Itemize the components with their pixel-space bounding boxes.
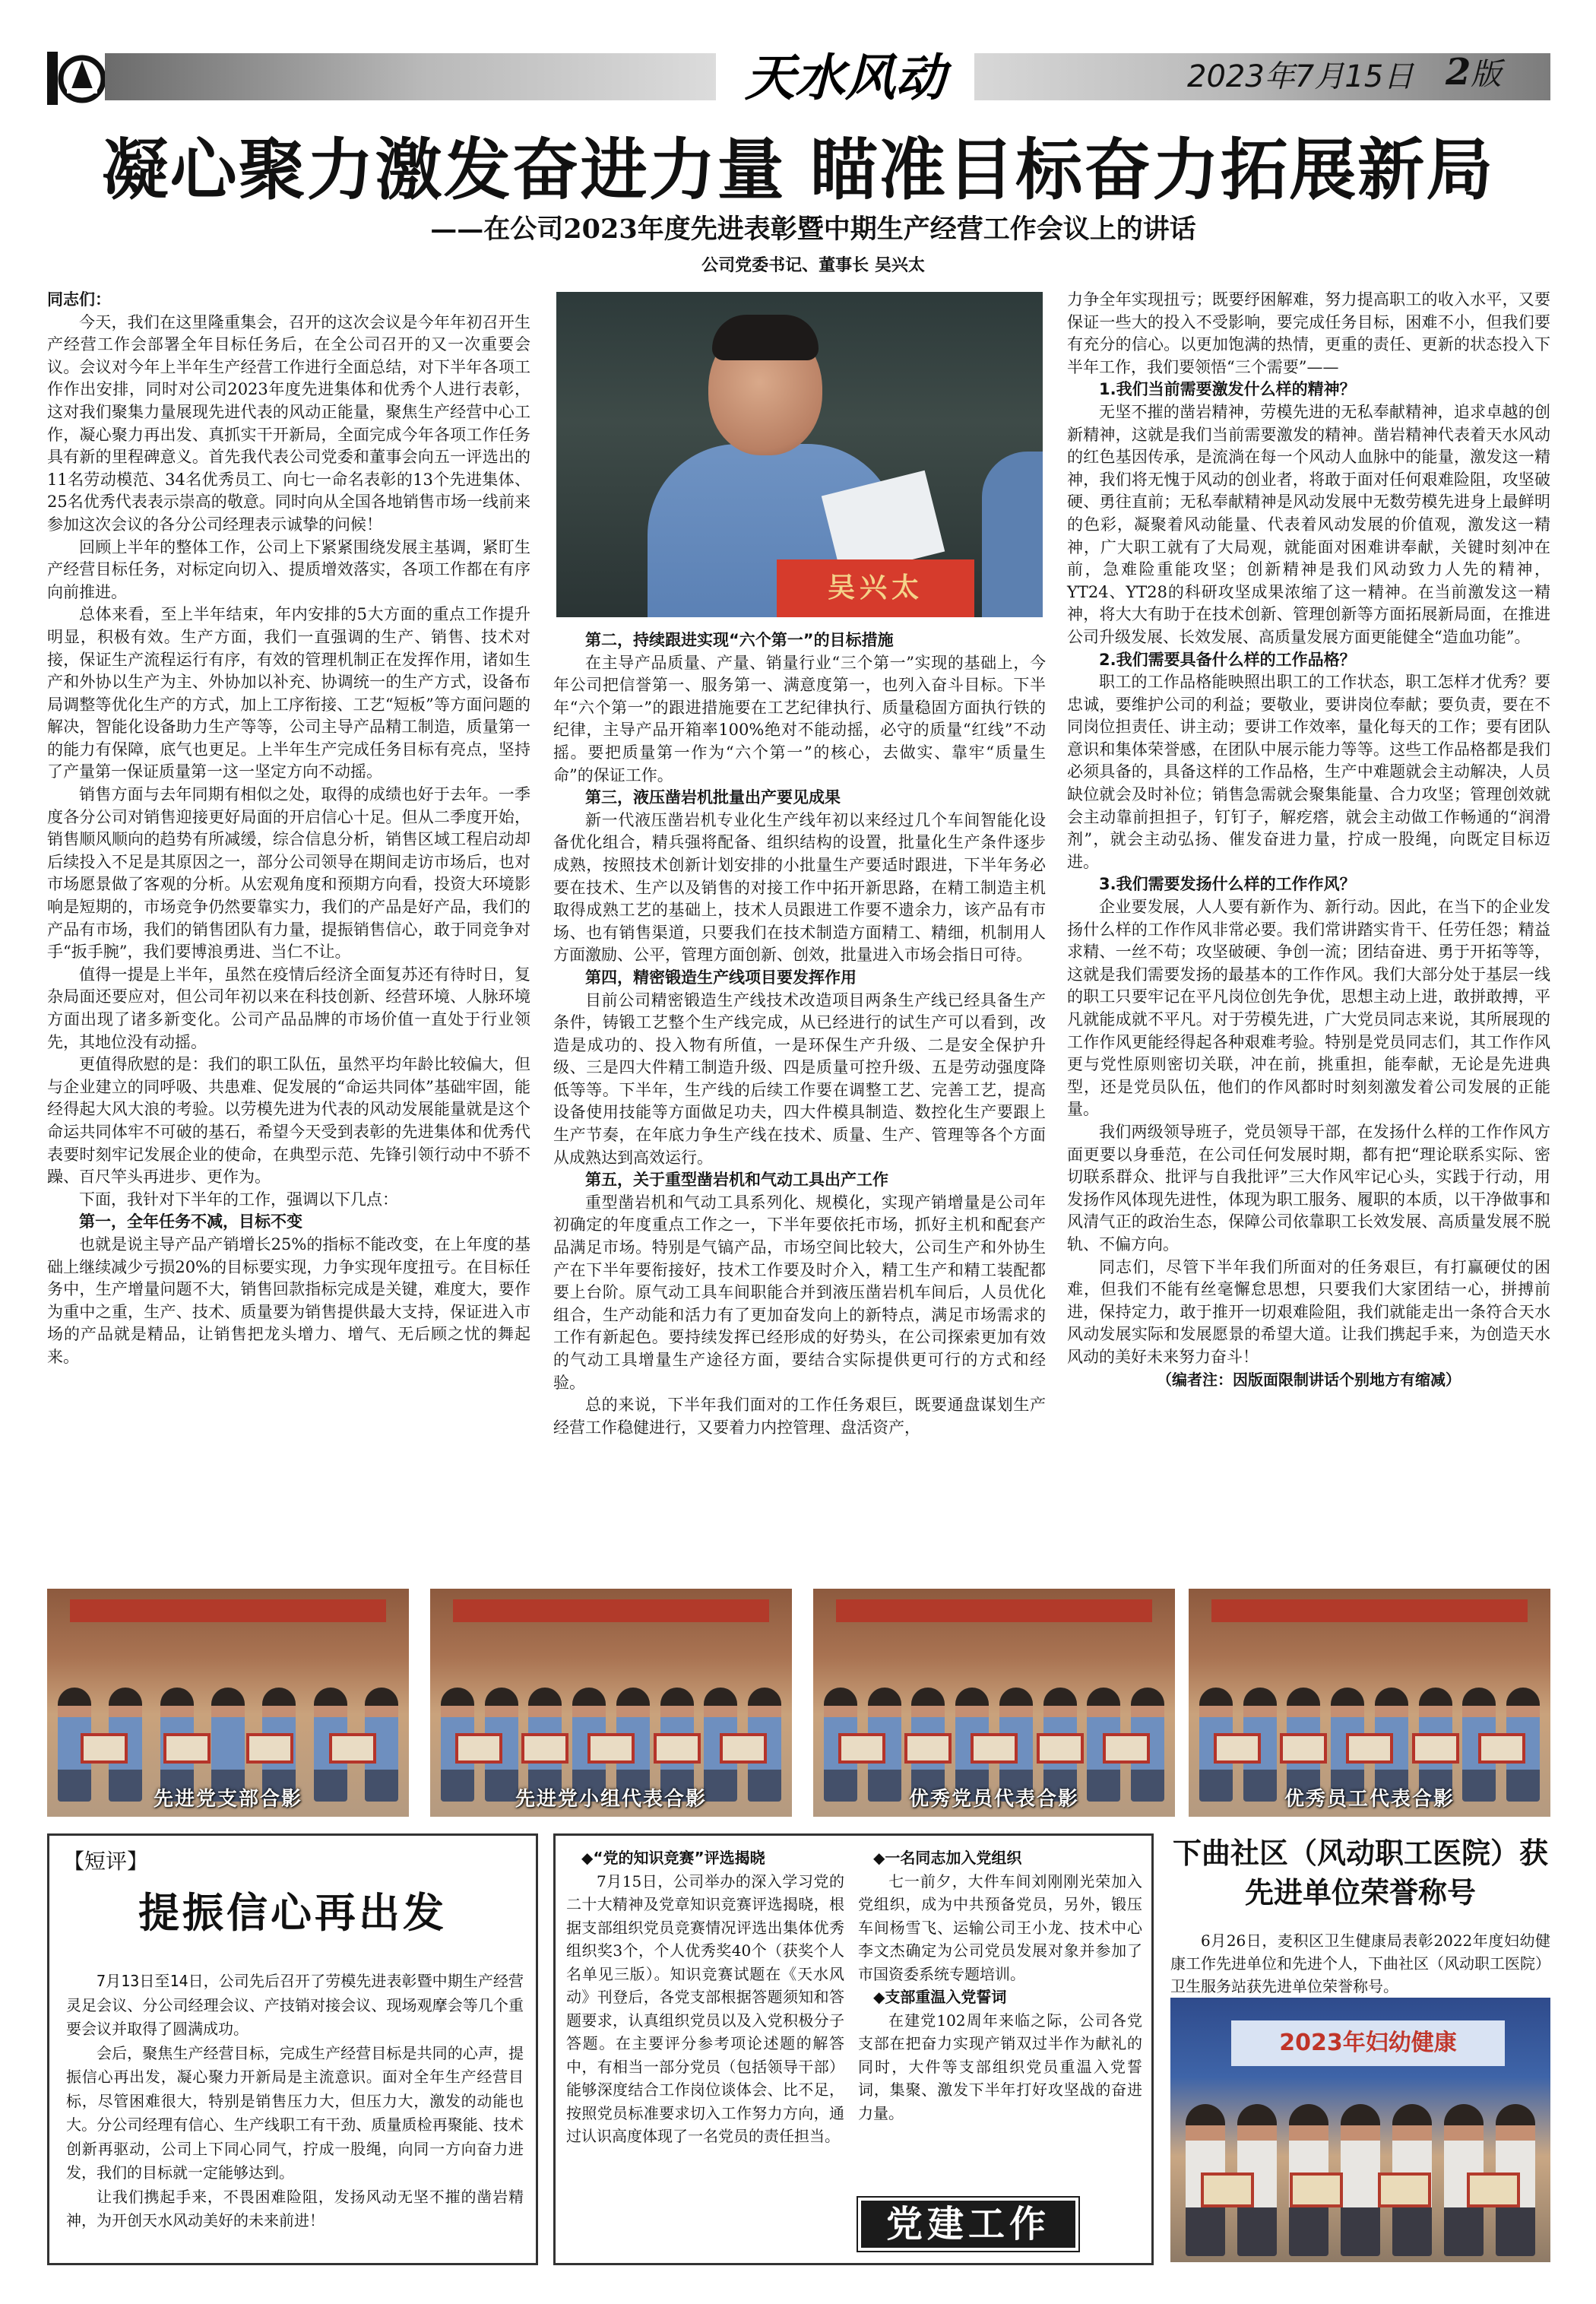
paragraph: 今天，我们在这里隆重集会，召开的这次会议是今年年初召开生产经营工作会部署全年目标任务后，在全公司召开的又一次重要会议。会议对今年上半年生产经营工作进行全面总结，对下半年各项工作作出安排，同时对公司2023年度先进集体和优秀个人进行表彰，这对我们聚集力量展现先进代表的风动正能量，聚焦生产经营中心工作，凝心聚力再出发、真抓实干开新局，全面完成今年各项工作任务具有新的里程碑意义。首先我代表公司党委和董事会向五一评选出的11名劳动模范、34名优秀员工、向七一命名表彰的13个先进集体、25名优秀代表表示崇高的敬意。同时向从全国各地销售市场一线前来参加这次会议的各分公司经理表示诚挚的问候！	[47, 312, 530, 534]
party-column-1	[566, 1846, 844, 2148]
photo-caption: 优秀党员代表合影	[908, 1788, 1079, 1811]
article-subtitle: ——在公司2023年度先进表彰暨中期生产经营工作会议上的讲话	[430, 214, 1196, 245]
newspaper-brand: 天水风动	[716, 47, 974, 108]
article-column-2	[553, 629, 1046, 1570]
news-item-text: 在建党102周年来临之际，公司各党支部在把奋力实现产销双过半作为献礼的同时，大件等支部组织党员重温入党誓词，集聚、激发下半年打好攻坚战的奋进力量。	[858, 2011, 1142, 2122]
party-building-box	[553, 1833, 1154, 2265]
short-review-box	[47, 1833, 538, 2265]
award-plaque	[1290, 2172, 1343, 2207]
paragraph: 同志们，尽管下半年我们所面对的任务艰巨，有打赢硬仗的困难，但我们不能有丝毫懈怠思想，只要我们大家团结一心，拼搏前进，保持定力，敢于推开一切艰难险阻，我们就能走出一条符合天水风动发展实际和发展愿景的希望大道。让我们携起手来，为创造天水风动的美好未来努力奋斗！	[1067, 1257, 1550, 1366]
editor-note: （编者注：因版面限制讲话个别地方有缩减）	[1157, 1370, 1461, 1389]
photo-plaques	[62, 1733, 394, 1764]
news-item-text: 7月15日，公司举办的深入学习党的二十大精神及党章知识竞赛评选揭晓，根据支部组织党员竞赛情况评选出集体优秀组织奖3个，个人优秀奖40个（获奖个人名单见三版）。知识竞赛试题在《天水风动》刊登后，各党支部根据答题须知和答题要求，认真组织党员以及入党积极分子答题。在主要评分参考项论述题的解答中，有相当一部分党员（包括领导干部）能够深度结合工作岗位谈体会、比不足，按照党员标准要求切入工作努力方向，通过认识高度体现了一名党员的责任担当。	[566, 1871, 844, 2145]
speaker-hair	[712, 315, 819, 360]
paragraph: 我们两级领导班子，党员领导干部，在发扬什么样的工作作风方面更要以身垂范，在公司任何发展时期，都有把“理论联系实际、密切联系群众、批评与自我批评”三大作风牢记心头，实践于行动，用发扬作风体现先进性，体现为职工服务、履职的本质，以干净做事和风清气正的政治生态，保障公司依靠职工长效发展、高质量发展不脱轨、不偏方向。	[1067, 1122, 1550, 1253]
award-plaque	[81, 1733, 128, 1764]
paragraph: 更值得欣慰的是：我们的职工队伍，虽然平均年龄比较偏大，但与企业建立的同呼吸、共患难、促发展的“命运共同体”基础牢固，能经得起大风大浪的考验。以劳模先进为代表的风动发展能量就是这个命运共同体牢不可破的基石，希望今天受到表彰的先进集体和优秀代表要时刻牢记发展企业的使命，在典型示范、先锋引领行动中不骄不躁、百尺竿头再进步、更作为。	[47, 1055, 530, 1187]
award-plaque	[455, 1733, 502, 1764]
news-item-title: ◆支部重温入党誓词	[873, 1988, 1007, 2006]
paragraph: 值得一提是上半年，虽然在疫情后经济全面复苏还有待时日，复杂局面还要应对，但公司年初以来在科技创新、经营环境、人脉环境方面出现了诸多新变化。公司产品品牌的市场价值一直处于行业领先，其地位没有动摇。	[47, 965, 530, 1051]
news-item-title: ◆“党的知识竞赛”评选揭晓	[581, 1849, 765, 1867]
paragraph: 也就是说主导产品产销增长25%的指标不能改变，在上年度的基础上继续减少亏损20%的目标要实现，力争实现年度扭亏。在目标任务中，生产增量问题不大，销售回款指标完成是关键，难度大，要作为重中之重，生产、技术、质量要为销售提供最大支持，保证进入市场的产品就是精品，让销售把龙头增力、增气、无后顾之忧的舞起来。	[47, 1234, 530, 1366]
party-column-2	[858, 1846, 1142, 2125]
photo-plaques	[1201, 2172, 1520, 2207]
honor-news	[1170, 1833, 1550, 2265]
photo-banner	[1211, 1599, 1528, 1622]
photo-plaques	[445, 1733, 777, 1764]
photo-plaques	[828, 1733, 1160, 1764]
review-tag: 【短评】	[63, 1849, 149, 1874]
article-byline: 公司党委书记、董事长 吴兴太	[701, 256, 925, 275]
photo-banner	[70, 1599, 386, 1622]
page-number	[1446, 49, 1501, 98]
award-plaque	[971, 1733, 1018, 1764]
award-plaque	[1378, 2172, 1431, 2207]
photo-caption: 先进党小组代表合影	[515, 1788, 707, 1811]
award-plaque	[1478, 1733, 1525, 1764]
group-photo	[47, 1589, 409, 1817]
masthead	[47, 47, 1550, 108]
paragraph: 会后，聚焦生产经营目标，完成生产经营目标是共同的心声，提振信心再出发，凝心聚力开新局是主流意识。面对全年生产经营目标，尽管困难很大，特别是销售压力大，但压力大，激发的动能也大。分公司经理有信心、生产线职工有干劲、质量质检再聚能、技术创新再驱动，公司上下同心同气，拧成一股绳，向同一方向奋力进发，我们的目标就一定能够达到。	[66, 2043, 524, 2182]
award-plaque	[1412, 1733, 1459, 1764]
award-plaque	[587, 1733, 635, 1764]
paragraph: 总的来说，下半年我们面对的工作任务艰巨，既要通盘谋划生产经营工作稳健进行，又要着力内控管理、盘活资产，	[553, 1396, 1046, 1437]
paragraph: 在主导产品质量、产量、销量行业“三个第一”实现的基础上，今年公司把信誉第一、服务第一、满意度第一，也列入奋斗目标。下半年“六个第一”的跟进措施要在工艺纪律执行、质量稳固方面执行铁的纪律，主导产品开箱率100%绝对不能动摇，必守的质量“红线”不动摇。要把质量第一作为“六个第一”的核心，去做实、靠牢“质量生命”的保证工作。	[553, 653, 1046, 784]
award-plaque	[246, 1733, 293, 1764]
award-plaque	[1280, 1733, 1327, 1764]
paragraph: 让我们携起手来，不畏困难险阻，发扬风动无坚不摧的凿岩精神，为开创天水风动美好的未来前进！	[66, 2187, 524, 2230]
paragraph: 新一代液压凿岩机专业化生产线年初以来经过几个车间智能化设备优化组合，精兵强将配备、组织结构的设置，批量化生产条件逐步成熟，按照技术创新计划安排的小批量生产要适时跟进，下半年务必要在技术、生产以及销售的对接工作中拓开新思路，在精工制造主机取得成熟工艺的基础上，技术人员跟进工作要不遗余力，该产品有市场、也有销售渠道，只要我们在技术制造方面精工、精细，机制用人方面激励、公平，管理方面创新、创效，批量进入市场会指日可待。	[553, 810, 1046, 965]
group-photo	[813, 1589, 1175, 1817]
group-photo	[1189, 1589, 1550, 1817]
section-heading: 1.我们当前需要激发什么样的精神？	[1099, 380, 1356, 399]
award-plaque	[1103, 1733, 1150, 1764]
award-plaque	[163, 1733, 211, 1764]
award-plaque	[904, 1733, 952, 1764]
photo-banner	[453, 1599, 769, 1622]
news-item-title: ◆一名同志加入党组织	[873, 1849, 1022, 1867]
side-person	[982, 452, 1043, 617]
award-plaque	[1037, 1733, 1084, 1764]
article-column-1	[47, 289, 530, 1570]
award-plaque	[720, 1733, 767, 1764]
company-logo-icon	[47, 47, 106, 108]
review-text	[66, 1970, 524, 2233]
speaker-nameplate: 吴兴太	[777, 559, 974, 617]
paragraph: 无坚不摧的凿岩精神，劳模先进的无私奉献精神，追求卓越的创新精神，这就是我们当前需要激发的精神。凿岩精神代表着天水风动的红色基因传承，是流淌在每一个风动人血脉中的能量，激发这一精神，我们将无愧于风动的创业者，将敢于面对任何艰难险阻，攻坚破硬、勇往直前；无私奉献精神是风动发展中无数劳模先进身上最鲜明的色彩，凝聚着风动能量、代表着风动发展的价值观，激发这一精神，广大职工就有了大局观，就能面对困难讲奉献，关键时刻冲在前，急难险重能攻坚；创新精神是我们风动致力人先的精神，YT24、YT28的科研攻坚成果浓缩了这一精神。在当前激发这一精神，将大大有助于在技术创新、管理创新等方面拓展新局面，在推进公司升级发展、长效发展、高质量发展方面更能健全“造血功能”。	[1067, 402, 1550, 646]
photo-caption: 优秀员工代表合影	[1284, 1788, 1455, 1811]
group-photo	[430, 1589, 792, 1817]
photo-plaques	[1204, 1733, 1535, 1764]
section-heading: 3.我们需要发扬什么样的工作作风？	[1099, 875, 1356, 894]
paragraph: 总体来看，至上半年结束，年内安排的5大方面的重点工作提升明显，积极有效。生产方面，我们一直强调的生产、销售、技术对接，保证生产流程运行有序，有效的管理机制正在发挥作用，诸如生产和外协以生产为主、外协加以补充、协调统一的生产方式，设备布局调整等优化生产的方式，加上工序衔接、工艺“短板”等方面问题的解决，智能化设备助力生产等等，公司主导产品精工制造，质量第一的能力有保障，底气也更足。上半年生产完成任务目标有亮点，坚持了产量第一保证质量第一这一坚定方向不动摇。	[47, 605, 530, 781]
photo-screen-banner: 2023年妇幼健康	[1231, 2020, 1505, 2066]
award-plaque	[521, 1733, 568, 1764]
paragraph: 下面，我针对下半年的工作，强调以下几点：	[79, 1190, 398, 1209]
photo-caption: 先进党支部合影	[153, 1788, 302, 1811]
paragraph: 力争全年实现扭亏；既要纾困解难，努力提高职工的收入水平，又要保证一些大的投入不受影响，要完成任务目标，困难不小，但我们要有充分的信心。以更加饱满的热情，更重的责任、更新的状态投入下半年工作，我们要领悟“三个需要”——	[1067, 290, 1550, 376]
honor-text: 6月26日，麦积区卫生健康局表彰2022年度妇幼健康工作先进单位和先进个人，下曲社区（风动职工医院）卫生服务站获先进单位荣誉称号。	[1170, 1932, 1550, 1995]
page-number-unit: 版	[1471, 57, 1502, 92]
greeting: 同志们：	[47, 290, 111, 309]
section-heading: 第四，精密锻造生产线项目要发挥作用	[585, 968, 857, 987]
award-plaque	[838, 1733, 885, 1764]
section-heading: 第一，全年任务不减，目标不变	[79, 1212, 302, 1231]
section-heading: 第三，液压凿岩机批量出产要见成果	[585, 788, 841, 807]
paragraph: 销售方面与去年同期有相似之处，取得的成绩也好于去年。一季度各分公司对销售迎接更好局面的开启信心十足。但从二季度开始，销售顺风顺向的趋势有所减缓，综合信息分析，销售区域工程启动却后续投入不足是其原因之一，部分公司领导在期间走访市场后，也对市场愿景做了客观的分析。从宏观角度和预期方向看，投资大环境影响是短期的，市场竞争仍然要靠实力，我们的产品是好产品，我们的产品有市场，我们的销售团队有力量，提振销售信心，敢于同竞争对手“扳手腕”，我们要博浪勇进、当仁不让。	[47, 785, 530, 962]
award-ceremony-photo	[1170, 1998, 1550, 2262]
paragraph: 职工的工作品格能映照出职工的工作状态，职工怎样才优秀？要忠诚，要维护公司的利益；要敬业，要讲岗位奉献；要负责，要在不同岗位担责任、讲主动；要讲工作效率，量化每天的工作；要有团队意识和集体荣誉感，在团队中展示能力等等。这些工作品格都是我们必须具备的，具备这样的工作品格，生产中难题就会主动解决，人员缺位就会及时补位；销售急需就会聚集能量、合力攻坚；管理创效就会主动靠前担担子，钉钉子，解疙瘩，就会主动做工作畅通的“润滑剂”，就会主动弘扬、催发奋进力量，拧成一股绳，向既定目标迈进。	[1067, 673, 1550, 871]
paragraph: 重型凿岩机和气动工具系列化、规模化，实现产销增量是公司年初确定的年度重点工作之一，下半年要依托市场，抓好主机和配套产品满足市场。特别是气镐产品，市场空间比较大，公司生产和外协生产在下半年要衔接好，技术工作要及时介入，精工生产和精工装配都要上台阶。原气动工具车间职能合并到液压凿岩机车间后，人员优化组合，生产动能和活力有了更加奋发向上的新特点，满足市场需求的工作有新起色。要持续发挥已经形成的好势头，在公司探索更加有效的气动工具增量生产途径方面，要结合实际提供更可行的方式和经验。	[553, 1193, 1046, 1392]
award-plaque	[1201, 2172, 1254, 2207]
paragraph: 目前公司精密锻造生产线技术改造项目两条生产线已经具备生产条件，铸锻工艺整个生产线完成，从已经进行的试生产可以看到，改造是成功的、投入物有所值，一是环保生产升级、二是安全保护升级、三是四大件精工制造升级、四是质量可控升级、五是劳动强度降低等等。下半年，生产线的后续工作要在调整工艺、完善工艺，提高设备使用技能等方面做足功夫，四大件模具制造、数控化生产要跟上生产节奏，在年底力争生产线在技术、质量、生产、管理等各个方面从成熟达到高效运行。	[553, 990, 1046, 1167]
award-plaque	[1346, 1733, 1393, 1764]
section-heading: 2.我们需要具备什么样的工作品格？	[1099, 650, 1356, 669]
article-title: 凝心聚力激发奋进力量 瞄准目标奋力拓展新局	[101, 130, 1495, 209]
speaker-photo	[556, 292, 1043, 617]
paragraph: 企业要发展，人人要有新作为、新行动。因此，在当下的企业发扬什么样的工作作风非常必要。我们常讲踏实肯干、任劳任怨；精益求精、一丝不苟；攻坚破硬、争创一流；团结奋进、勇于开拓等等，这就是我们需要发扬的最基本的工作作风。我们大部分处于基层一线的职工只要牢记在平凡岗位创先争优，思想主动上进，敢拼敢搏，平凡就能成就不平凡。对于劳模先进，广大党员同志来说，其所展现的工作作风更能经得起各种艰难考验。特别是党员同志们，其工作作风更与党性原则密切关联，冲在前，挑重担，能奉献，无论是先进典型，还是党员队伍，他们的作风都时时刻刻激发着公司发展的正能量。	[1067, 898, 1550, 1119]
review-title: 提振信心再出发	[138, 1888, 447, 1937]
section-heading: 第二，持续跟进实现“六个第一”的目标措施	[585, 631, 894, 649]
paragraph: 回顾上半年的整体工作，公司上下紧紧围绕发展主基调，紧盯生产经营目标任务，对标定向切入、提质增效落实，各项工作都在有序向前推进。	[47, 537, 530, 601]
award-plaque	[654, 1733, 701, 1764]
award-plaque	[1467, 2172, 1520, 2207]
issue-date: 2023年7月15日	[1187, 59, 1414, 94]
page-number-value: 2	[1446, 51, 1471, 93]
award-plaque	[329, 1733, 376, 1764]
news-item-text: 七一前夕，大件车间刘刚刚光荣加入党组织，成为中共预备党员，另外，锻压车间杨雪飞、运输公司王小龙、技术中心李文杰确定为公司党员发展对象并参加了市国资委系统专题培训。	[858, 1871, 1142, 1983]
section-stamp: 党建工作	[858, 2198, 1078, 2251]
honor-title: 下曲社区（风动职工医院）获先进单位荣誉称号	[1172, 1836, 1548, 1909]
photo-banner	[836, 1599, 1152, 1622]
article-column-3	[1067, 289, 1550, 1570]
award-plaque	[1214, 1733, 1261, 1764]
section-heading: 第五，关于重型凿岩机和气动工具出产工作	[585, 1171, 888, 1190]
paragraph: 7月13日至14日，公司先后召开了劳模先进表彰暨中期生产经营灵足会议、分公司经理会议、产技销对接会议、现场观摩会等几个重要会议并取得了圆满成功。	[66, 1972, 524, 2038]
